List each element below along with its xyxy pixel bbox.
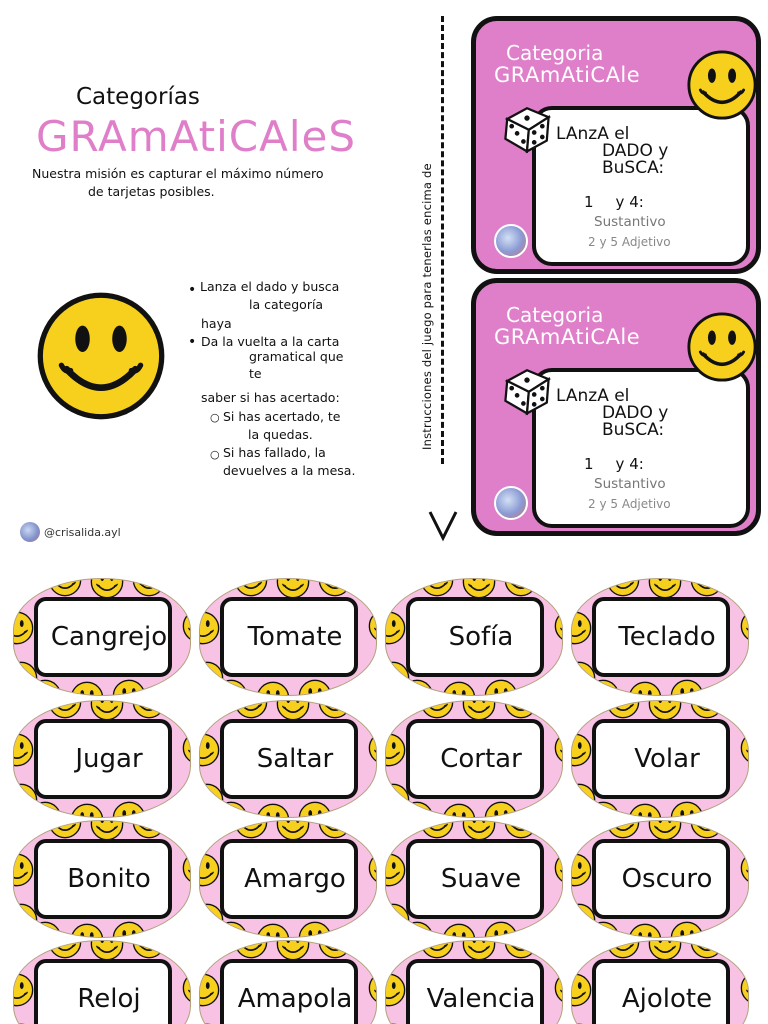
- word-card[interactable]: [385, 578, 563, 696]
- smiley-icon: [35, 290, 167, 422]
- circle-bullet-icon: ○: [210, 448, 220, 461]
- word-card[interactable]: [385, 940, 563, 1024]
- dice-icon: [500, 101, 554, 155]
- rule-2-line-3: te: [249, 366, 262, 381]
- word-card-label: Volar: [634, 744, 700, 774]
- word-card-label: Suave: [440, 864, 522, 894]
- lanza-line-2: DADO y: [602, 141, 669, 161]
- rule-1-line-1: Lanza el dado y busca: [200, 279, 340, 294]
- rule-2-line-2: gramatical que: [249, 349, 344, 364]
- dice-number: [584, 455, 644, 473]
- category-sustantivo: Sustantivo: [594, 476, 666, 492]
- cut-line: [441, 16, 444, 464]
- card-title-2: GRAmAtiCAle: [494, 325, 641, 349]
- word-card-label: Tomate: [247, 622, 343, 652]
- number-4: y 4:: [615, 455, 644, 473]
- word-card-label: Amapola: [237, 984, 353, 1014]
- word-card[interactable]: [571, 820, 749, 938]
- word-card[interactable]: [385, 820, 563, 938]
- smiley-icon: [686, 311, 758, 383]
- word-card[interactable]: [199, 578, 377, 696]
- mission-text: [32, 165, 362, 201]
- card-title-1: Categoria: [506, 41, 604, 65]
- rule-4-line-1: Si has acertado, te: [223, 409, 341, 424]
- word-card-label: Teclado: [618, 622, 716, 652]
- card-title-2: GRAmAtiCAle: [494, 63, 641, 87]
- rule-5-line-2: devuelves a la mesa.: [223, 463, 356, 478]
- lanza-line-3: BuSCA:: [602, 420, 665, 440]
- word-card[interactable]: [199, 820, 377, 938]
- card-instruction: [556, 126, 668, 177]
- bullet-icon: •: [188, 334, 197, 350]
- category-sustantivo: Sustantivo: [594, 214, 666, 230]
- word-card-label: Saltar: [256, 744, 334, 774]
- mission-line-1: Nuestra misión es capturar el máximo número: [32, 166, 324, 181]
- word-card-label: Jugar: [75, 744, 143, 774]
- fold-arrow-icon: [426, 508, 460, 542]
- circle-bullet-icon: ○: [210, 411, 220, 424]
- word-card-label: Reloj: [77, 984, 141, 1014]
- rule-1-line-3: haya: [201, 316, 232, 331]
- word-card-label: Valencia: [426, 984, 536, 1014]
- category-adjetivo: 2 y 5 Adjetivo: [588, 235, 671, 249]
- rule-4-line-2: la quedas.: [248, 427, 313, 442]
- word-card[interactable]: [199, 700, 377, 818]
- rule-1-line-2: la categoría: [249, 297, 324, 312]
- lanza-line-1: LAnzA el: [556, 386, 630, 406]
- lanza-line-1: LAnzA el: [556, 124, 630, 144]
- avatar: [494, 224, 528, 258]
- bullet-icon: •: [188, 282, 197, 298]
- lanza-line-2: DADO y: [602, 403, 669, 423]
- word-card[interactable]: [571, 940, 749, 1024]
- avatar: [494, 486, 528, 520]
- avatar: [20, 522, 40, 542]
- word-card-label: Oscuro: [621, 864, 713, 894]
- word-card[interactable]: [13, 578, 191, 696]
- word-card[interactable]: [13, 940, 191, 1024]
- rule-3: saber si has acertado:: [201, 390, 340, 405]
- word-card-label: Ajolote: [621, 984, 713, 1014]
- word-card-label: Bonito: [67, 864, 151, 894]
- word-card[interactable]: [385, 700, 563, 818]
- title-gramaticales: GRAmAtiCAleS: [36, 112, 357, 161]
- word-card[interactable]: [199, 940, 377, 1024]
- handle-text: @crisalida.ayl: [44, 525, 121, 539]
- word-card-label: Amargo: [244, 864, 346, 894]
- card-instruction: [556, 388, 668, 439]
- dice-icon: [500, 363, 554, 417]
- number-4: y 4:: [615, 193, 644, 211]
- lanza-line-3: BuSCA:: [602, 158, 665, 178]
- title-categorias: Categorías: [76, 84, 200, 110]
- preview-card: [471, 16, 761, 274]
- word-card[interactable]: [13, 700, 191, 818]
- number-1: 1: [584, 193, 594, 211]
- mission-line-2: de tarjetas posibles.: [88, 184, 215, 199]
- category-adjetivo: 2 y 5 Adjetivo: [588, 497, 671, 511]
- preview-card: [471, 278, 761, 536]
- smiley-icon: [686, 49, 758, 121]
- rule-2-line-1: Da la vuelta a la carta: [201, 334, 340, 349]
- word-card-label: Cortar: [440, 744, 522, 774]
- dice-number: [584, 193, 644, 211]
- vertical-instructions-text: Instrucciones del juego para tenerlas encima de: [420, 163, 434, 450]
- word-card-label: Sofía: [448, 622, 514, 652]
- word-card[interactable]: [571, 578, 749, 696]
- rule-5-line-1: Si has fallado, la: [223, 445, 326, 460]
- word-card[interactable]: [13, 820, 191, 938]
- card-title-1: Categoria: [506, 303, 604, 327]
- word-card[interactable]: [571, 700, 749, 818]
- number-1: 1: [584, 455, 594, 473]
- author-handle: [20, 522, 121, 542]
- word-card-label: Cangrejo: [50, 622, 168, 652]
